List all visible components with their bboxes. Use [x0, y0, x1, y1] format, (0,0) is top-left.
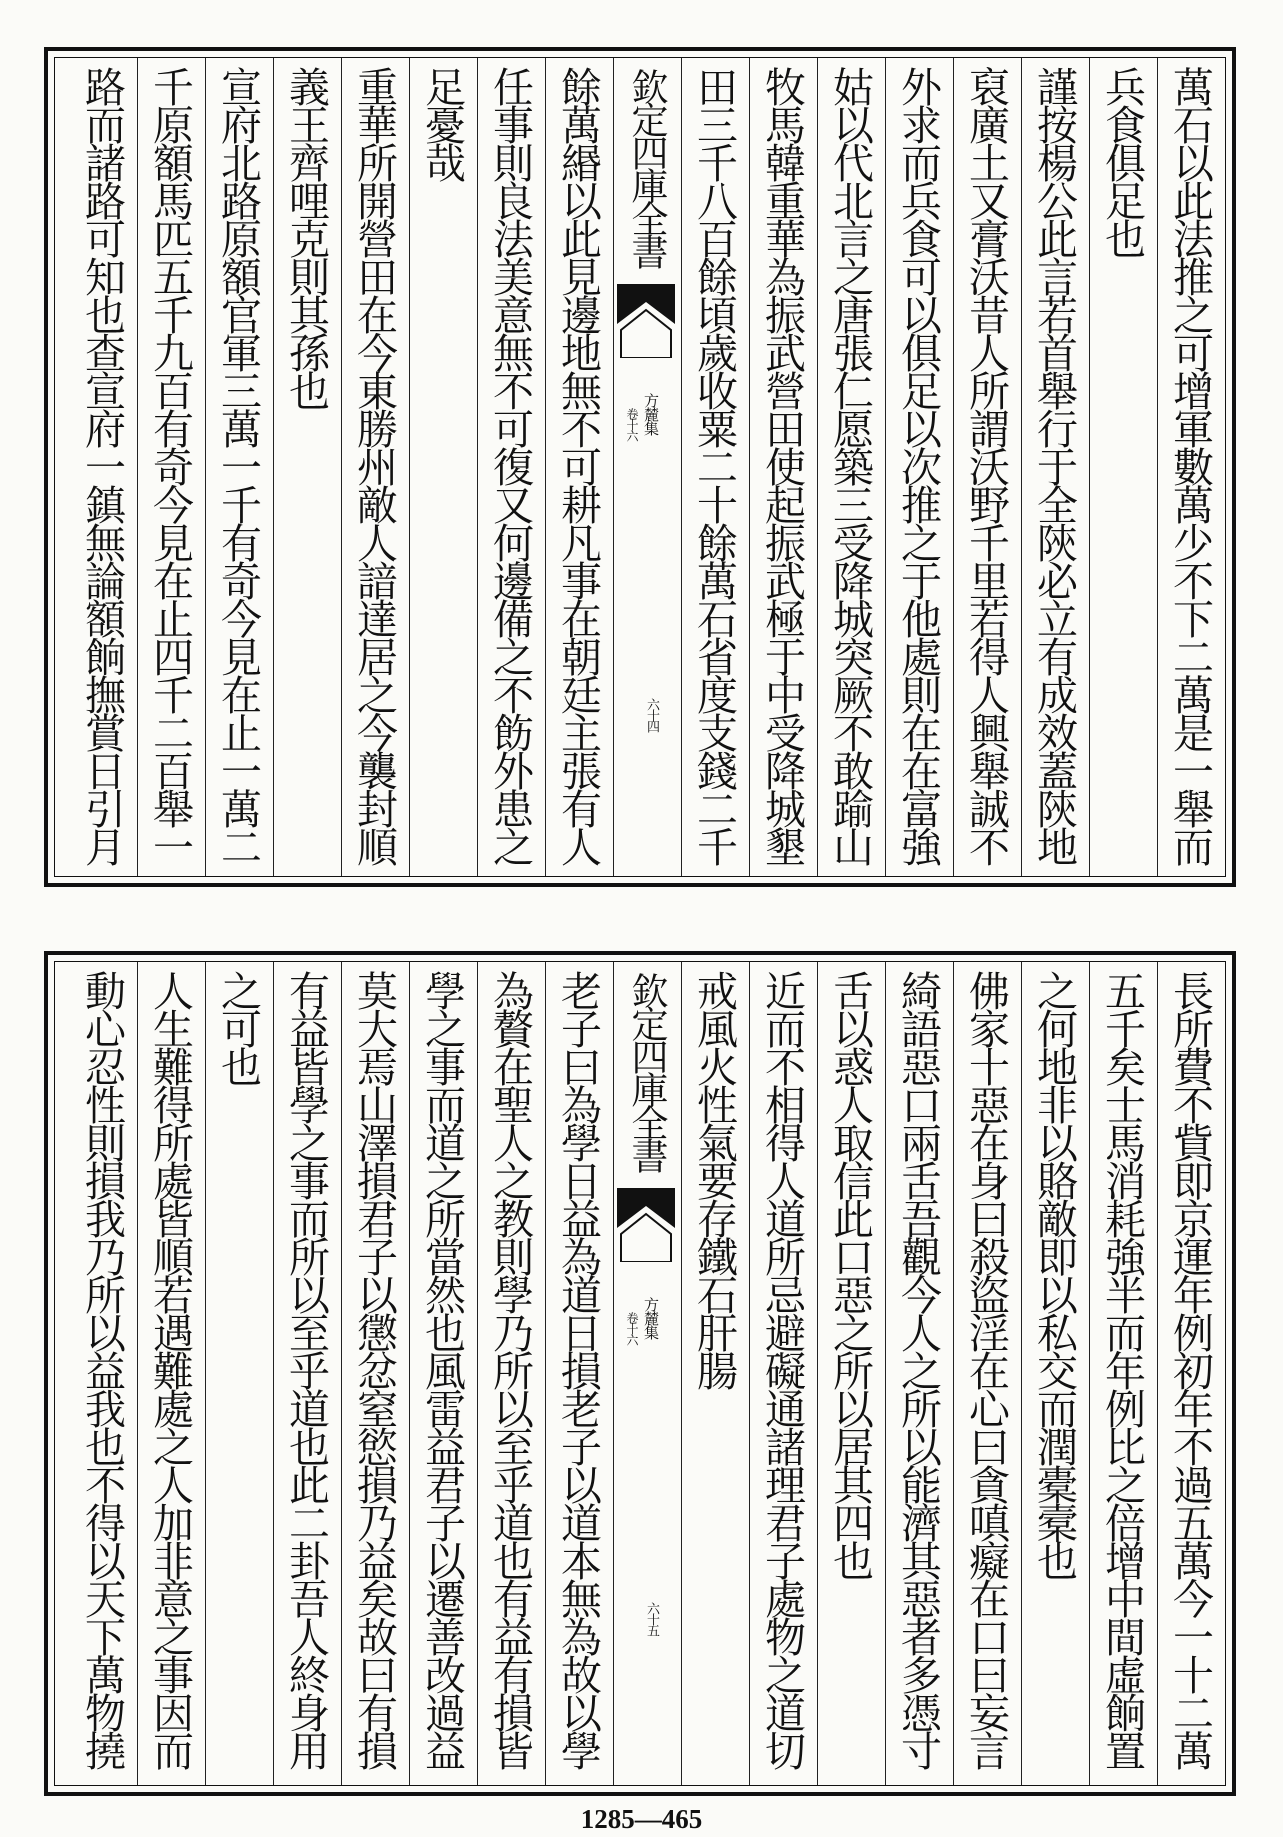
column-rule: [1021, 58, 1022, 876]
text-column: 人生難得所處皆順若遇難處之人加非意之事因而: [146, 970, 194, 1768]
text-column: 姑以代北言之唐張仁愿築三受降城突厥不敢踰山: [826, 66, 874, 864]
column-rule: [341, 58, 342, 876]
column-rule: [817, 962, 818, 1785]
leaf-number: 六十四: [644, 698, 659, 731]
block-heart-spine: [615, 58, 677, 876]
text-column: 義王齊哩克則其孫也: [282, 66, 330, 408]
column-rule: [613, 58, 614, 876]
column-rule: [1157, 962, 1158, 1785]
text-column: 長所費不貲即京運年例初年不過五萬今一十二萬: [1166, 970, 1214, 1768]
column-rule: [545, 58, 546, 876]
text-column: 有益皆學之事而所以至乎道也此二卦吾人終身用: [282, 970, 330, 1768]
text-column: 路而諸路可知也查宣府一鎮無論額餉撫賞日引月: [78, 66, 126, 864]
column-rule: [1021, 962, 1022, 1785]
column-rule: [681, 58, 682, 876]
text-column: 之何地非以賂敵即以私交而潤橐槖也: [1030, 970, 1078, 1578]
top-page-panel: [44, 47, 1236, 887]
column-rule: [817, 58, 818, 876]
column-rule: [953, 962, 954, 1785]
column-rule: [477, 58, 478, 876]
bottom-page-frame: [54, 961, 1226, 1786]
text-column: 老子曰為學日益為道日損老子以道本無為故以學: [554, 970, 602, 1768]
text-column: 裒廣土又膏沃昔人所謂沃野千里若得人興舉誠不: [962, 66, 1010, 864]
text-column: 為贅在聖人之教則學乃所以至乎道也有益有損皆: [486, 970, 534, 1768]
column-rule: [613, 962, 614, 1785]
volume-label: 卷十六: [625, 408, 639, 441]
book-title: 方麓集: [642, 393, 660, 435]
bottom-page-panel: [44, 951, 1236, 1796]
column-rule: [1089, 58, 1090, 876]
column-rule: [273, 962, 274, 1785]
column-rule: [885, 58, 886, 876]
column-rule: [205, 58, 206, 876]
column-rule: [409, 962, 410, 1785]
text-column: 重華所開營田在今東勝州敵人諳達居之今襲封順: [350, 66, 398, 864]
collection-title: 欽定四庫全書: [625, 68, 668, 266]
top-page-frame: [54, 57, 1226, 877]
text-column: 近而不相得人道所忌避礙通諸理君子處物之道切: [758, 970, 806, 1768]
text-column: 戒風火性氣要存鐵石肝腸: [690, 970, 738, 1388]
text-column: 之可也: [214, 970, 262, 1084]
column-rule: [1157, 58, 1158, 876]
column-rule: [749, 58, 750, 876]
text-column: 五千矣士馬消耗強半而年例比之倍增中間虛餉置: [1098, 970, 1146, 1768]
column-rule: [953, 58, 954, 876]
column-rule: [205, 962, 206, 1785]
column-rule: [409, 58, 410, 876]
text-column: 千原額馬匹五千九百有奇今見在止四千二百舉一: [146, 66, 194, 864]
column-rule: [137, 962, 138, 1785]
column-rule: [1089, 962, 1090, 1785]
text-column: 萬石以此法推之可增軍數萬少不下二萬是一舉而: [1166, 66, 1214, 864]
page-number: 1285—465: [580, 1804, 703, 1834]
leaf-number: 六十五: [644, 1602, 659, 1635]
column-rule: [545, 962, 546, 1785]
text-column: 學之事而道之所當然也風雷益君子以遷善改過益: [418, 970, 466, 1768]
volume-label: 卷十六: [625, 1312, 639, 1345]
column-rule: [885, 962, 886, 1785]
collection-title: 欽定四庫全書: [625, 972, 668, 1170]
text-column: 牧馬韓重華為振武營田使起振武極于中受降城墾: [758, 66, 806, 864]
text-column: 餘萬緡以此見邊地無不可耕凡事在朝廷主張有人: [554, 66, 602, 864]
text-column: 佛家十惡在身曰殺盜淫在心曰貪嗔癡在口曰妄言: [962, 970, 1010, 1768]
column-rule: [273, 58, 274, 876]
text-column: 兵食俱足也: [1098, 66, 1146, 256]
book-title: 方麓集: [642, 1297, 660, 1339]
text-column: 足憂哉: [418, 66, 466, 180]
text-column: 綺語惡口兩舌吾觀今人之所以能濟其惡者多憑寸: [894, 970, 942, 1768]
text-column: 莫大焉山澤損君子以懲忿窒慾損乃益矣故曰有損: [350, 970, 398, 1768]
text-column: 外求而兵食可以俱足以次推之于他處則在在富強: [894, 66, 942, 864]
column-rule: [477, 962, 478, 1785]
text-column: 田三千八百餘頃歲收粟二十餘萬石省度支錢二千: [690, 66, 738, 864]
text-column: 謹按楊公此言若首舉行于全陝必立有成效蓋陝地: [1030, 66, 1078, 864]
block-heart-spine: [615, 962, 677, 1785]
text-column: 宣府北路原額官軍三萬一千有奇今見在止一萬二: [214, 66, 262, 864]
column-rule: [137, 58, 138, 876]
column-rule: [341, 962, 342, 1785]
column-rule: [749, 962, 750, 1785]
text-column: 動心忍性則損我乃所以益我也不得以天下萬物撓: [78, 970, 126, 1768]
text-column: 任事則良法美意無不可復又何邊備之不飭外患之: [486, 66, 534, 864]
text-column: 舌以惑人取信此口惡之所以居其四也: [826, 970, 874, 1578]
column-rule: [681, 962, 682, 1785]
fishtail-mark-icon: [617, 1188, 675, 1262]
fishtail-mark-icon: [617, 284, 675, 358]
